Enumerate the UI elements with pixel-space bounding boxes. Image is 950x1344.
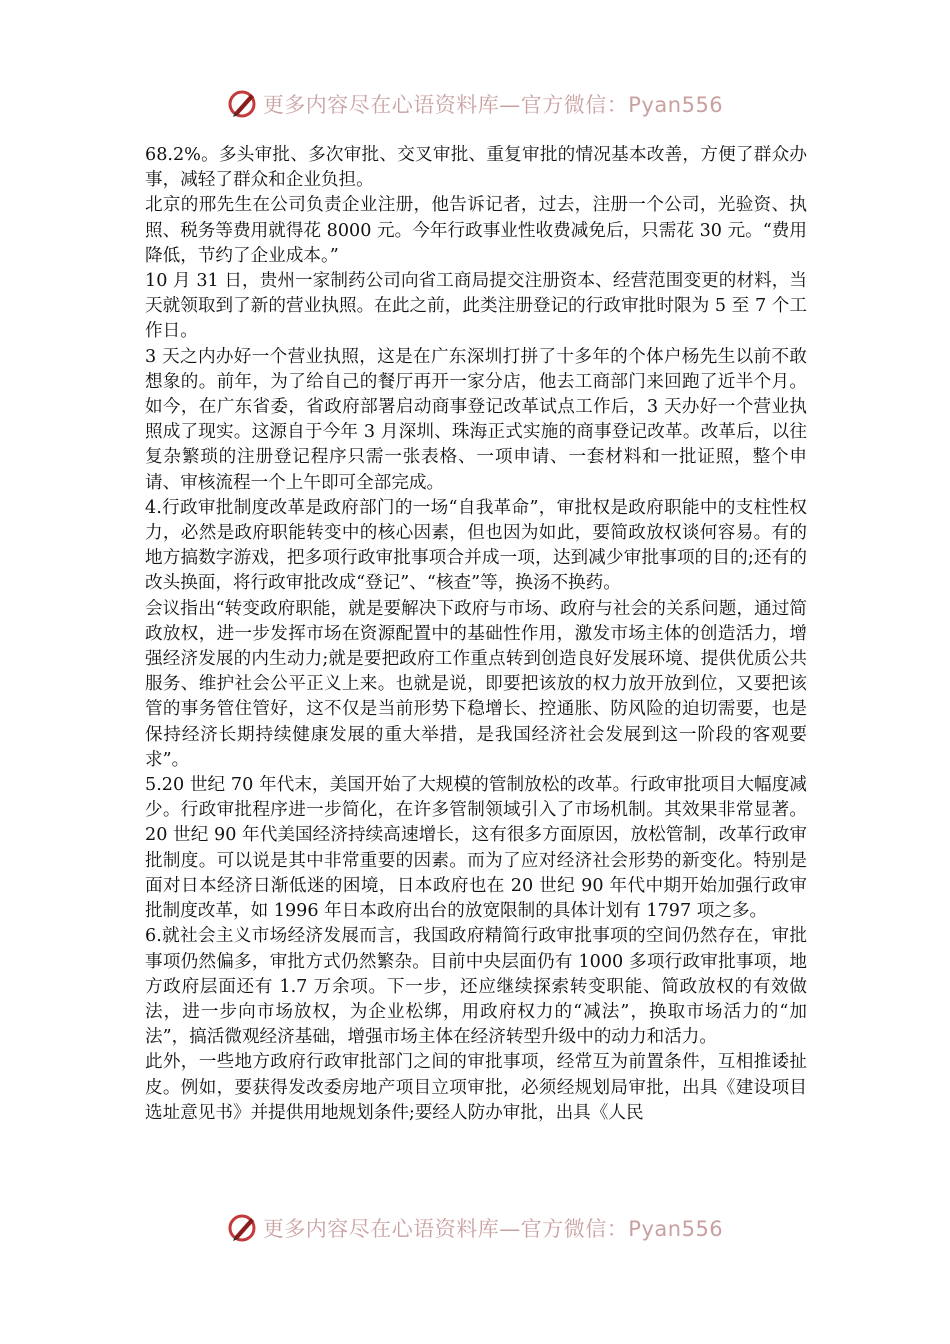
- paragraph: 10 月 31 日，贵州一家制药公司向省工商局提交注册资本、经营范围变更的材料，当天就领取到了新的营业执照。在此之前，此类注册登记的行政审批时限为 5 至 7 个工作日。: [145, 271, 807, 342]
- pen-logo-icon: [227, 1212, 259, 1244]
- paragraph: 3 天之内办好一个营业执照，这是在广东深圳打拼了十多年的个体户杨先生以前不敢想象的。前年，为了给自己的餐厅再开一家分店，他去工商部门来回跑了近半个月。如今，在广东省委，省政府部署启动商事登记改革试点工作后，3 天办好一个营业执照成了现实。这源自于今年 3 月深圳、珠海正式实施的商事登记改革。改革后，以往复杂繁琐的注册登记程序只需一张表格、一项申请、一套材料和一批证照，整个申请、审核流程一个上午即可全部完成。: [145, 346, 807, 493]
- pen-logo-icon: [227, 88, 259, 120]
- paragraph: 6.就社会主义市场经济发展而言，我国政府精简行政审批事项的空间仍然存在，审批事项仍然偏多，审批方式仍然繁杂。目前中央层面仍有 1000 多项行政审批事项，地方政府层面还有 1.7 万余项。下一步，还应继续探索转变职能、简政放权的有效做法，进一步向市场放权，为企业松绑，用政府权力的“减法”，换取市场活力的“加法”，搞活微观经济基础，增强市场主体在经济转型升级中的动力和活力。: [145, 926, 807, 1048]
- watermark-text: 更多内容尽在心语资料库—官方微信：Pyan556: [262, 1217, 724, 1241]
- paragraph: 5.20 世纪 70 年代末，美国开始了大规模的管制放松的改革。行政审批项目大幅度减少。行政审批程序进一步简化，在许多管制领域引入了市场机制。其效果非常显著。20 世纪 90 年代美国经济持续高速增长，这有很多方面原因，放松管制，改革行政审批制度。可以说是其中非常重要的因素。而为了应对经济社会形势的新变化。特别是面对日本经济日渐低迷的困境，日本政府也在 20 世纪 90 年代中期开始加强行政审批制度改革，如 1996 年日本政府出台的放宽限制的具体计划有 1797 项之多。: [145, 775, 807, 922]
- paragraph: 4.行政审批制度改革是政府部门的一场“自我革命”，审批权是政府职能中的支柱性权力，必然是政府职能转变中的核心因素，但也因为如此，要简政放权谈何容易。有的地方搞数字游戏，把多项行政审批事项合并成一项，达到减少审批事项的目的;还有的改头换面，将行政审批改成“登记”、“核查”等，换汤不换药。: [145, 497, 807, 594]
- document-body: [145, 143, 807, 1126]
- paragraph: 北京的邢先生在公司负责企业注册，他告诉记者，过去，注册一个公司，光验资、执照、税务等费用就得花 8000 元。今年行政事业性收费减免后，只需花 30 元。“费用降低，节约了企业成本。”: [145, 195, 807, 266]
- paragraph: 会议指出“转变政府职能，就是要解决下政府与市场、政府与社会的关系问题，通过简政放权，进一步发挥市场在资源配置中的基础性作用，激发市场主体的创造活力，增强经济发展的内生动力;就是要把政府工作重点转到创造良好发展环境、提供优质公共服务、维护社会公平正义上来。也就是说，即要把该放的权力放开放到位，又要把该管的事务管住管好，这不仅是当前形势下稳增长、控通胀、防风险的迫切需要，也是保持经济长期持续健康发展的重大举措，是我国经济社会发展到这一阶段的客观要求”。: [145, 598, 807, 770]
- paragraph: 68.2%。多头审批、多次审批、交叉审批、重复审批的情况基本改善，方便了群众办事，减轻了群众和企业负担。: [145, 145, 807, 191]
- footer-watermark-banner: [0, 1208, 950, 1248]
- paragraph: 此外，一些地方政府行政审批部门之间的审批事项，经常互为前置条件，互相推诿扯皮。例如，要获得发改委房地产项目立项审批，必须经规划局审批，出具《建设项目选址意见书》并提供用地规划条件;要经人防办审批，出具《人民: [145, 1052, 807, 1123]
- watermark-text: 更多内容尽在心语资料库—官方微信：Pyan556: [262, 93, 724, 117]
- header-watermark-banner: [0, 84, 950, 124]
